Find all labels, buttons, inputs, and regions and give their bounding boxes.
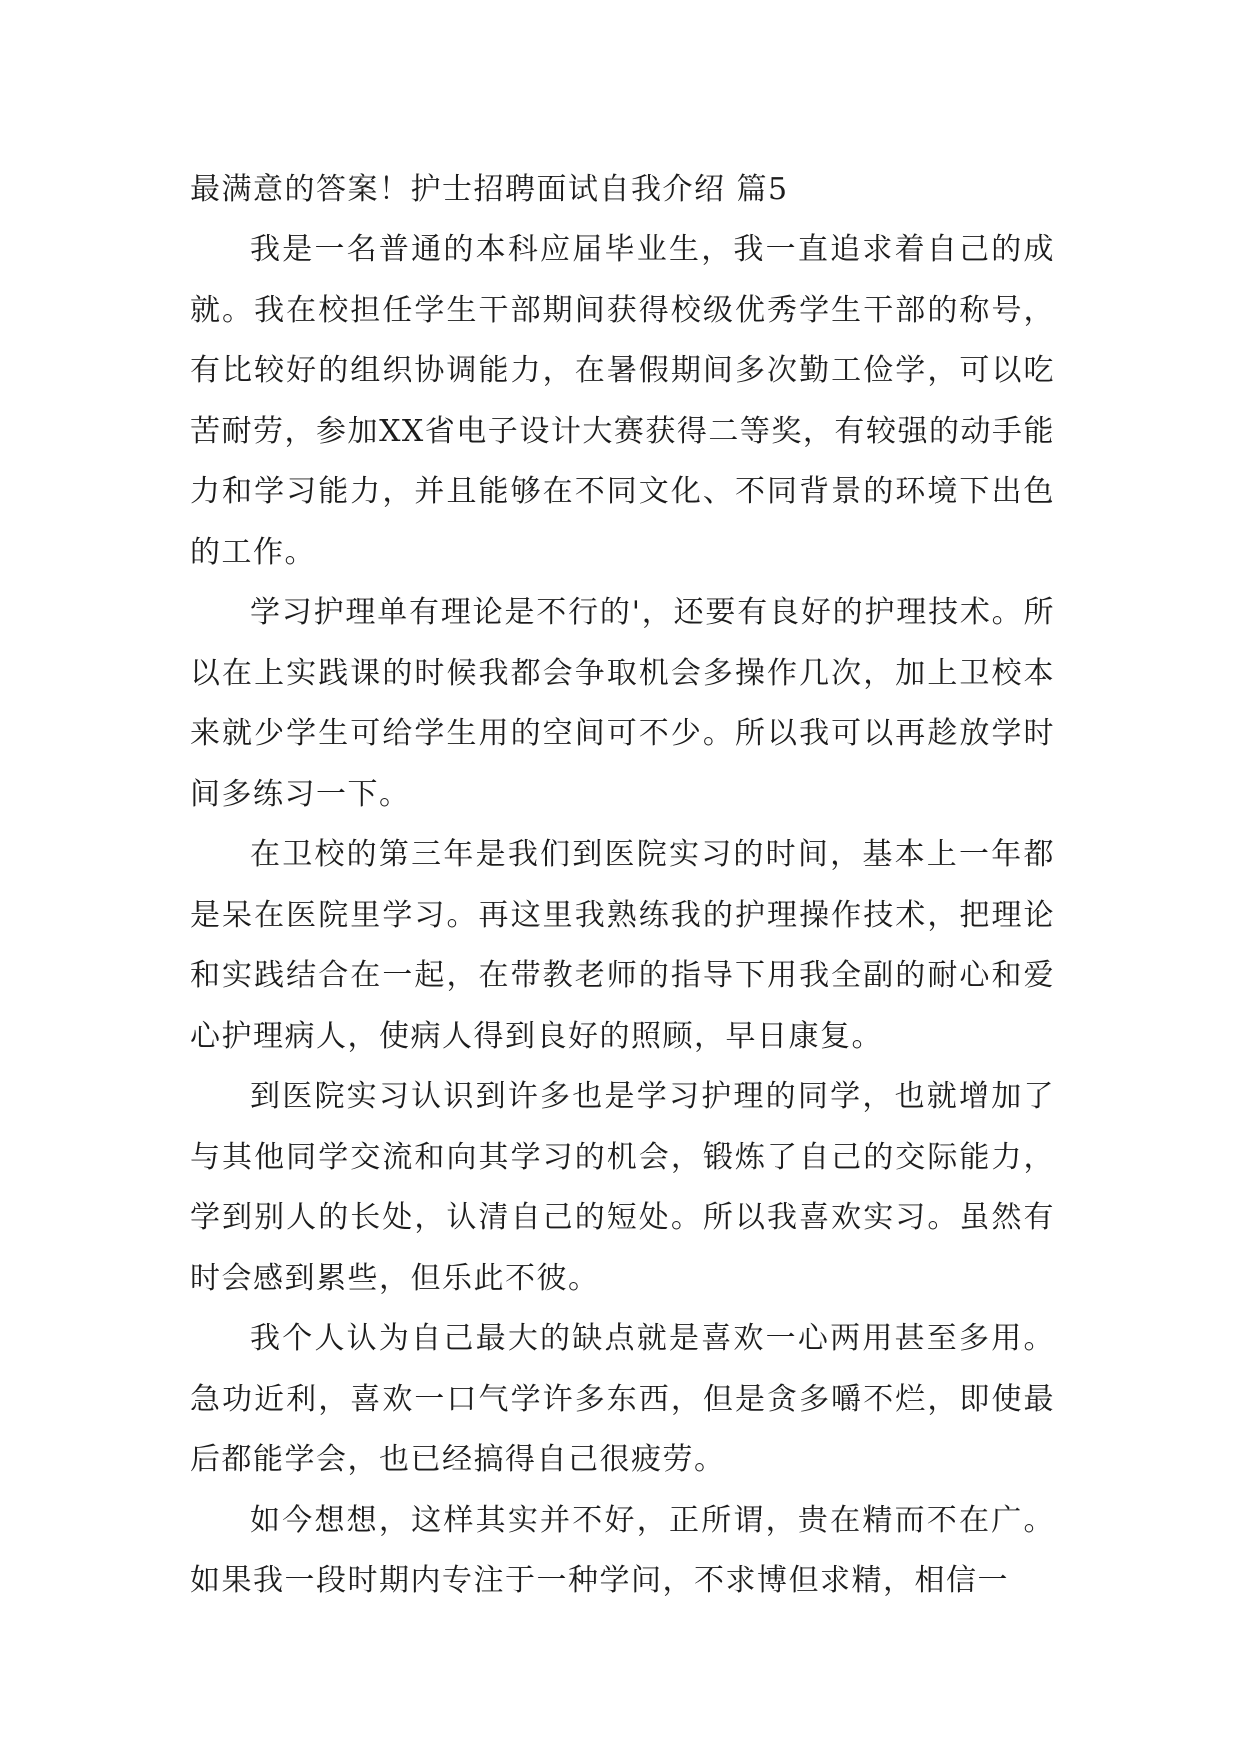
paragraph-2: 学习护理单有理论是不行的'，还要有良好的护理技术。所以在上实践课的时候我都会争取机会多操作几次，加上卫校本来就少学生可给学生用的空间可不少。所以我可以再趁放学时间多练习一下。 [190,595,1055,812]
paragraph-5: 我个人认为自己最大的缺点就是喜欢一心两用甚至多用。急功近利，喜欢一口气学许多东西，但是贪多嚼不烂，即使最后都能学会，也已经搞得自己很疲劳。 [190,1321,1055,1477]
paragraph-6: 如今想想，这样其实并不好，正所谓，贵在精而不在广。如果我一段时期内专注于一种学问，不求博但求精，相信一 [190,1502,1055,1598]
paragraph-3: 在卫校的第三年是我们到医院实习的时间，基本上一年都是呆在医院里学习。再这里我熟练我的护理操作技术，把理论和实践结合在一起，在带教老师的指导下用我全副的耐心和爱心护理病人，使病人得到良好的照顾，早日康复。 [190,837,1055,1054]
paragraph-1: 我是一名普通的本科应届毕业生，我一直追求着自己的成就。我在校担任学生干部期间获得校级优秀学生干部的称号，有比较好的组织协调能力，在暑假期间多次勤工俭学，可以吃苦耐劳，参加XX省电子设计大赛获得二等奖，有较强的动手能力和学习能力，并且能够在不同文化、不同背景的环境下出色的工作。 [190,232,1055,570]
document-body [190,160,1055,1612]
paragraph-4: 到医院实习认识到许多也是学习护理的同学，也就增加了与其他同学交流和向其学习的机会，锻炼了自己的交际能力，学到别人的长处，认清自己的短处。所以我喜欢实习。虽然有时会感到累些，但乐此不彼。 [190,1079,1055,1296]
document-title: 最满意的答案！护士招聘面试自我介绍 篇5 [190,172,789,207]
